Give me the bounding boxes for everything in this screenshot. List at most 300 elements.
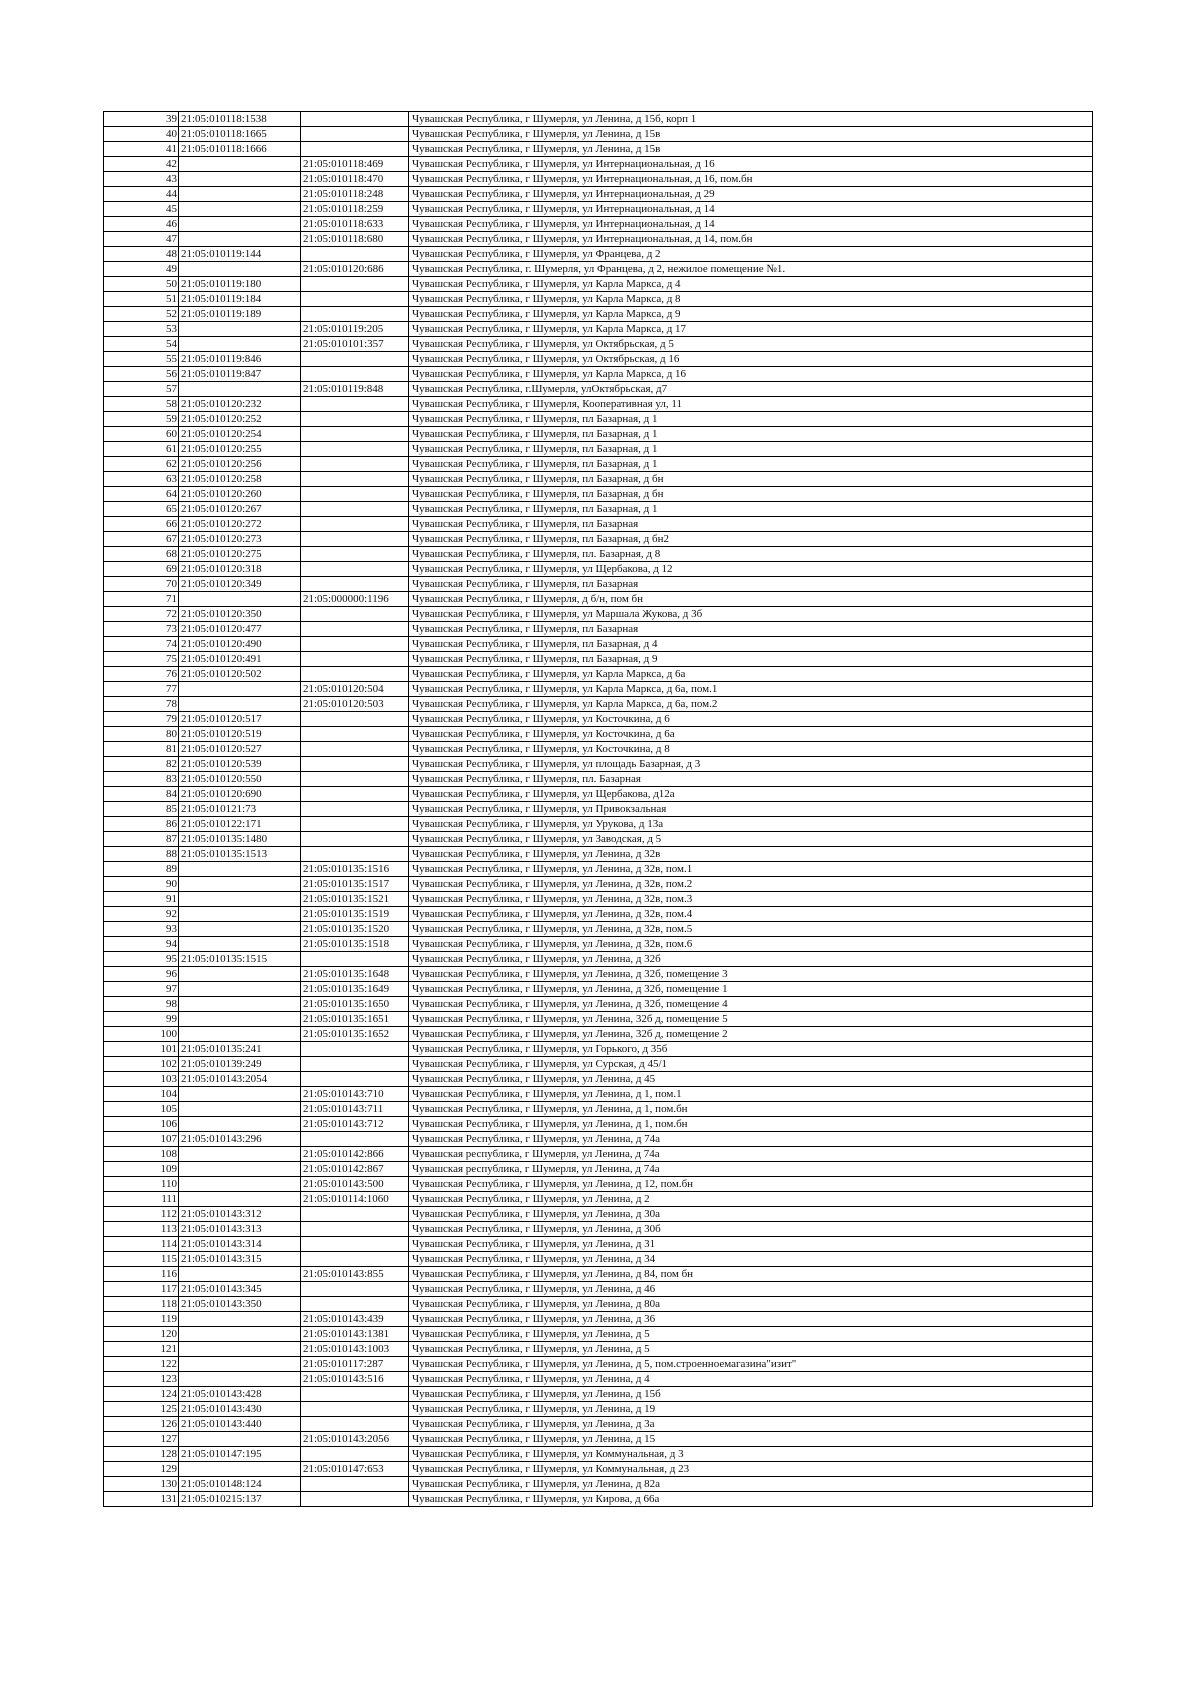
table-row <box>104 307 1093 322</box>
address-cell: Чувашская Республика, г Шумерля, ул Ленина, д 32в, пом.1 <box>409 862 1093 877</box>
address-cell: Чувашская Республика, г Шумерля, ул Ленина, д 5 <box>409 1342 1093 1357</box>
table-row <box>104 1342 1093 1357</box>
premises-cadastral-number-cell <box>301 1447 409 1462</box>
row-number-cell: 45 <box>104 202 179 217</box>
row-number-cell: 53 <box>104 322 179 337</box>
row-number-cell: 105 <box>104 1102 179 1117</box>
row-number-cell: 114 <box>104 1237 179 1252</box>
row-number-cell: 125 <box>104 1402 179 1417</box>
row-number-cell: 43 <box>104 172 179 187</box>
row-number-cell: 127 <box>104 1432 179 1447</box>
row-number-cell: 63 <box>104 472 179 487</box>
building-cadastral-number-cell: 21:05:010143:2054 <box>179 1072 301 1087</box>
row-number-cell: 75 <box>104 652 179 667</box>
address-cell: Чувашская Республика, г Шумерля, ул Ленина, д 74а <box>409 1132 1093 1147</box>
row-number-cell: 78 <box>104 697 179 712</box>
row-number-cell: 71 <box>104 592 179 607</box>
row-number-cell: 49 <box>104 262 179 277</box>
table-row <box>104 472 1093 487</box>
table-row <box>104 1207 1093 1222</box>
row-number-cell: 129 <box>104 1462 179 1477</box>
address-cell: Чувашская Республика, г Шумерля, ул Коммунальная, д 3 <box>409 1447 1093 1462</box>
building-cadastral-number-cell: 21:05:010120:258 <box>179 472 301 487</box>
address-cell: Чувашская Республика, г Шумерля, ул Ленина, д 32б <box>409 952 1093 967</box>
row-number-cell: 44 <box>104 187 179 202</box>
address-cell: Чувашская Республика, г Шумерля, ул Ленина, д 32б, помещение 1 <box>409 982 1093 997</box>
table-row <box>104 187 1093 202</box>
row-number-cell: 130 <box>104 1477 179 1492</box>
address-cell: Чувашская Республика, г Шумерля, ул Интернациональная, д 29 <box>409 187 1093 202</box>
row-number-cell: 128 <box>104 1447 179 1462</box>
table-row <box>104 217 1093 232</box>
premises-cadastral-number-cell <box>301 802 409 817</box>
premises-cadastral-number-cell <box>301 577 409 592</box>
table-row <box>104 1222 1093 1237</box>
table-row <box>104 967 1093 982</box>
row-number-cell: 76 <box>104 667 179 682</box>
premises-cadastral-number-cell <box>301 1492 409 1507</box>
table-row <box>104 502 1093 517</box>
premises-cadastral-number-cell <box>301 817 409 832</box>
building-cadastral-number-cell <box>179 187 301 202</box>
table-row <box>104 577 1093 592</box>
premises-cadastral-number-cell <box>301 1402 409 1417</box>
premises-cadastral-number-cell: 21:05:010143:1003 <box>301 1342 409 1357</box>
table-row <box>104 172 1093 187</box>
table-row <box>104 1417 1093 1432</box>
row-number-cell: 92 <box>104 907 179 922</box>
address-cell: Чувашская Республика, г Шумерля, ул Ленина, д 32б, помещение 3 <box>409 967 1093 982</box>
address-cell: Чувашская Республика, г Шумерля, ул Ленина, д 30б <box>409 1222 1093 1237</box>
building-cadastral-number-cell <box>179 907 301 922</box>
row-number-cell: 86 <box>104 817 179 832</box>
table-row <box>104 742 1093 757</box>
building-cadastral-number-cell: 21:05:010120:260 <box>179 487 301 502</box>
table-row <box>104 907 1093 922</box>
table-row <box>104 892 1093 907</box>
building-cadastral-number-cell: 21:05:010139:249 <box>179 1057 301 1072</box>
row-number-cell: 56 <box>104 367 179 382</box>
address-cell: Чувашская Республика, г Шумерля, ул Щербакова, д 12 <box>409 562 1093 577</box>
premises-cadastral-number-cell: 21:05:010120:504 <box>301 682 409 697</box>
address-cell: Чувашская Республика, г Шумерля, ул Карла Маркса, д 4 <box>409 277 1093 292</box>
table-row <box>104 547 1093 562</box>
building-cadastral-number-cell <box>179 877 301 892</box>
building-cadastral-number-cell <box>179 1357 301 1372</box>
table-row <box>104 592 1093 607</box>
premises-cadastral-number-cell <box>301 622 409 637</box>
building-cadastral-number-cell: 21:05:010120:272 <box>179 517 301 532</box>
address-cell: Чувашская Республика, г Шумерля, пл Базарная, д бн <box>409 472 1093 487</box>
premises-cadastral-number-cell: 21:05:010119:848 <box>301 382 409 397</box>
premises-cadastral-number-cell: 21:05:010143:855 <box>301 1267 409 1282</box>
premises-cadastral-number-cell <box>301 532 409 547</box>
address-cell: Чувашская Республика, г Шумерля, ул Ленина, д 5, пом.строенноемагазина"изит" <box>409 1357 1093 1372</box>
row-number-cell: 72 <box>104 607 179 622</box>
premises-cadastral-number-cell <box>301 112 409 127</box>
row-number-cell: 62 <box>104 457 179 472</box>
table-row <box>104 397 1093 412</box>
premises-cadastral-number-cell: 21:05:010135:1651 <box>301 1012 409 1027</box>
premises-cadastral-number-cell <box>301 1387 409 1402</box>
building-cadastral-number-cell: 21:05:010143:350 <box>179 1297 301 1312</box>
building-cadastral-number-cell: 21:05:010118:1665 <box>179 127 301 142</box>
premises-cadastral-number-cell: 21:05:000000:1196 <box>301 592 409 607</box>
address-cell: Чувашская Республика, г Шумерля, ул Ленина, д 34 <box>409 1252 1093 1267</box>
table-row <box>104 367 1093 382</box>
address-cell: Чувашская Республика, г.Шумерля, улОктябрьская, д7 <box>409 382 1093 397</box>
building-cadastral-number-cell: 21:05:010120:273 <box>179 532 301 547</box>
row-number-cell: 85 <box>104 802 179 817</box>
table-row <box>104 292 1093 307</box>
premises-cadastral-number-cell: 21:05:010119:205 <box>301 322 409 337</box>
row-number-cell: 66 <box>104 517 179 532</box>
table-row <box>104 1237 1093 1252</box>
table-row <box>104 112 1093 127</box>
building-cadastral-number-cell: 21:05:010118:1666 <box>179 142 301 157</box>
table-row <box>104 427 1093 442</box>
address-cell: Чувашская Республика, г Шумерля, ул Ленина, д 46 <box>409 1282 1093 1297</box>
premises-cadastral-number-cell: 21:05:010135:1648 <box>301 967 409 982</box>
building-cadastral-number-cell: 21:05:010120:318 <box>179 562 301 577</box>
table-row <box>104 352 1093 367</box>
row-number-cell: 96 <box>104 967 179 982</box>
row-number-cell: 126 <box>104 1417 179 1432</box>
premises-cadastral-number-cell <box>301 1477 409 1492</box>
row-number-cell: 83 <box>104 772 179 787</box>
address-cell: Чувашская Республика, г Шумерля, ул Ленина, д 80а <box>409 1297 1093 1312</box>
row-number-cell: 123 <box>104 1372 179 1387</box>
premises-cadastral-number-cell: 21:05:010143:1381 <box>301 1327 409 1342</box>
premises-cadastral-number-cell: 21:05:010135:1516 <box>301 862 409 877</box>
building-cadastral-number-cell: 21:05:010121:73 <box>179 802 301 817</box>
address-cell: Чувашская Республика, г Шумерля, ул Ленина, д 5 <box>409 1327 1093 1342</box>
address-cell: Чувашская Республика, г Шумерля, ул Ленина, д 2 <box>409 1192 1093 1207</box>
table-row <box>104 1462 1093 1477</box>
building-cadastral-number-cell: 21:05:010120:232 <box>179 397 301 412</box>
address-cell: Чувашская Республика, г Шумерля, пл Базарная, д 4 <box>409 637 1093 652</box>
building-cadastral-number-cell: 21:05:010135:1515 <box>179 952 301 967</box>
premises-cadastral-number-cell: 21:05:010135:1649 <box>301 982 409 997</box>
row-number-cell: 91 <box>104 892 179 907</box>
premises-cadastral-number-cell <box>301 607 409 622</box>
building-cadastral-number-cell: 21:05:010119:189 <box>179 307 301 322</box>
row-number-cell: 122 <box>104 1357 179 1372</box>
premises-cadastral-number-cell <box>301 1297 409 1312</box>
table-row <box>104 952 1093 967</box>
table-row <box>104 1402 1093 1417</box>
building-cadastral-number-cell: 21:05:010148:124 <box>179 1477 301 1492</box>
table-row <box>104 232 1093 247</box>
row-number-cell: 55 <box>104 352 179 367</box>
address-cell: Чувашская Республика, г Шумерля, ул Карла Маркса, д 6а, пом.1 <box>409 682 1093 697</box>
table-row <box>104 1447 1093 1462</box>
building-cadastral-number-cell: 21:05:010119:847 <box>179 367 301 382</box>
row-number-cell: 87 <box>104 832 179 847</box>
building-cadastral-number-cell: 21:05:010120:255 <box>179 442 301 457</box>
building-cadastral-number-cell: 21:05:010120:502 <box>179 667 301 682</box>
address-cell: Чувашская Республика, г Шумерля, пл Базарная, д 1 <box>409 412 1093 427</box>
building-cadastral-number-cell: 21:05:010215:137 <box>179 1492 301 1507</box>
address-cell: Чувашская Республика, г Шумерля, ул Горького, д 35б <box>409 1042 1093 1057</box>
building-cadastral-number-cell: 21:05:010119:184 <box>179 292 301 307</box>
building-cadastral-number-cell <box>179 1267 301 1282</box>
row-number-cell: 104 <box>104 1087 179 1102</box>
premises-cadastral-number-cell: 21:05:010143:710 <box>301 1087 409 1102</box>
address-cell: Чувашская Республика, г Шумерля, пл Базарная, д 1 <box>409 457 1093 472</box>
premises-cadastral-number-cell: 21:05:010118:259 <box>301 202 409 217</box>
table-row <box>104 682 1093 697</box>
premises-cadastral-number-cell <box>301 652 409 667</box>
address-cell: Чувашская Республика, г Шумерля, ул площадь Базарная, д 3 <box>409 757 1093 772</box>
premises-cadastral-number-cell <box>301 1132 409 1147</box>
building-cadastral-number-cell: 21:05:010143:428 <box>179 1387 301 1402</box>
row-number-cell: 73 <box>104 622 179 637</box>
building-cadastral-number-cell <box>179 1432 301 1447</box>
row-number-cell: 77 <box>104 682 179 697</box>
row-number-cell: 93 <box>104 922 179 937</box>
address-cell: Чувашская Республика, г Шумерля, ул Привокзальная <box>409 802 1093 817</box>
row-number-cell: 69 <box>104 562 179 577</box>
table-row <box>104 1492 1093 1507</box>
row-number-cell: 121 <box>104 1342 179 1357</box>
premises-cadastral-number-cell <box>301 742 409 757</box>
row-number-cell: 100 <box>104 1027 179 1042</box>
premises-cadastral-number-cell <box>301 427 409 442</box>
address-cell: Чувашская Республика, г Шумерля, ул Ленина, д 36 <box>409 1312 1093 1327</box>
premises-cadastral-number-cell: 21:05:010143:711 <box>301 1102 409 1117</box>
address-cell: Чувашская Республика, г Шумерля, ул Ленина, д 15 <box>409 1432 1093 1447</box>
address-cell: Чувашская Республика, г Шумерля, пл Базарная <box>409 577 1093 592</box>
premises-cadastral-number-cell <box>301 1252 409 1267</box>
table-row <box>104 412 1093 427</box>
premises-cadastral-number-cell <box>301 757 409 772</box>
premises-cadastral-number-cell: 21:05:010143:712 <box>301 1117 409 1132</box>
row-number-cell: 99 <box>104 1012 179 1027</box>
address-cell: Чувашская Республика, г Шумерля, ул Ленина, д 1, пом.бн <box>409 1117 1093 1132</box>
table-row <box>104 337 1093 352</box>
address-cell: Чувашская Республика, г Шумерля, ул Ленина, д 82а <box>409 1477 1093 1492</box>
row-number-cell: 106 <box>104 1117 179 1132</box>
address-cell: Чувашская Республика, г Шумерля, ул Ленина, д 19 <box>409 1402 1093 1417</box>
building-cadastral-number-cell: 21:05:010120:491 <box>179 652 301 667</box>
premises-cadastral-number-cell <box>301 712 409 727</box>
premises-cadastral-number-cell <box>301 142 409 157</box>
building-cadastral-number-cell <box>179 157 301 172</box>
premises-cadastral-number-cell: 21:05:010142:866 <box>301 1147 409 1162</box>
building-cadastral-number-cell: 21:05:010120:349 <box>179 577 301 592</box>
building-cadastral-number-cell <box>179 262 301 277</box>
building-cadastral-number-cell <box>179 1462 301 1477</box>
table-row <box>104 457 1093 472</box>
address-cell: Чувашская Республика, г Шумерля, пл Базарная, д бн2 <box>409 532 1093 547</box>
premises-cadastral-number-cell: 21:05:010135:1650 <box>301 997 409 1012</box>
premises-cadastral-number-cell <box>301 562 409 577</box>
table-row <box>104 652 1093 667</box>
premises-cadastral-number-cell: 21:05:010118:680 <box>301 232 409 247</box>
table-row <box>104 202 1093 217</box>
building-cadastral-number-cell <box>179 892 301 907</box>
table-row <box>104 277 1093 292</box>
building-cadastral-number-cell <box>179 1117 301 1132</box>
row-number-cell: 95 <box>104 952 179 967</box>
address-cell: Чувашская Республика, г Шумерля, пл. Базарная <box>409 772 1093 787</box>
address-cell: Чувашская Республика, г Шумерля, ул Францева, д 2 <box>409 247 1093 262</box>
address-cell: Чувашская Республика, г Шумерля, ул Карла Маркса, д 9 <box>409 307 1093 322</box>
address-cell: Чувашская Республика, г Шумерля, ул Интернациональная, д 14 <box>409 217 1093 232</box>
row-number-cell: 47 <box>104 232 179 247</box>
row-number-cell: 101 <box>104 1042 179 1057</box>
address-cell: Чувашская Республика, г Шумерля, ул Интернациональная, д 14, пом.бн <box>409 232 1093 247</box>
address-cell: Чувашская Республика, г Шумерля, ул Ленина, д 4 <box>409 1372 1093 1387</box>
row-number-cell: 65 <box>104 502 179 517</box>
row-number-cell: 80 <box>104 727 179 742</box>
table-row <box>104 622 1093 637</box>
building-cadastral-number-cell <box>179 697 301 712</box>
table-row <box>104 997 1093 1012</box>
building-cadastral-number-cell: 21:05:010120:490 <box>179 637 301 652</box>
address-cell: Чувашская Республика, г Шумерля, ул Ленина, д 32в <box>409 847 1093 862</box>
building-cadastral-number-cell: 21:05:010143:313 <box>179 1222 301 1237</box>
table-row <box>104 832 1093 847</box>
address-cell: Чувашская Республика, г Шумерля, Кооперативная ул, 11 <box>409 397 1093 412</box>
table-row <box>104 922 1093 937</box>
table-row <box>104 1027 1093 1042</box>
building-cadastral-number-cell <box>179 862 301 877</box>
premises-cadastral-number-cell: 21:05:010135:1517 <box>301 877 409 892</box>
premises-cadastral-number-cell <box>301 517 409 532</box>
building-cadastral-number-cell: 21:05:010143:296 <box>179 1132 301 1147</box>
building-cadastral-number-cell: 21:05:010120:275 <box>179 547 301 562</box>
row-number-cell: 82 <box>104 757 179 772</box>
premises-cadastral-number-cell <box>301 502 409 517</box>
address-cell: Чувашская Республика, г Шумерля, ул Ленина, д 32в, пом.6 <box>409 937 1093 952</box>
building-cadastral-number-cell: 21:05:010120:254 <box>179 427 301 442</box>
building-cadastral-number-cell: 21:05:010119:180 <box>179 277 301 292</box>
row-number-cell: 110 <box>104 1177 179 1192</box>
address-cell: Чувашская Республика, г Шумерля, ул Карла Маркса, д 16 <box>409 367 1093 382</box>
premises-cadastral-number-cell <box>301 1222 409 1237</box>
table-row <box>104 937 1093 952</box>
premises-cadastral-number-cell: 21:05:010118:470 <box>301 172 409 187</box>
row-number-cell: 103 <box>104 1072 179 1087</box>
building-cadastral-number-cell: 21:05:010143:430 <box>179 1402 301 1417</box>
premises-cadastral-number-cell <box>301 472 409 487</box>
table-row <box>104 712 1093 727</box>
table-row <box>104 1252 1093 1267</box>
row-number-cell: 119 <box>104 1312 179 1327</box>
premises-cadastral-number-cell <box>301 847 409 862</box>
premises-cadastral-number-cell: 21:05:010142:867 <box>301 1162 409 1177</box>
premises-cadastral-number-cell <box>301 772 409 787</box>
address-cell: Чувашская Республика, г Шумерля, ул Ленина, 32б д, помещение 5 <box>409 1012 1093 1027</box>
registry-table-body <box>104 112 1093 1507</box>
row-number-cell: 68 <box>104 547 179 562</box>
building-cadastral-number-cell <box>179 217 301 232</box>
address-cell: Чувашская Республика, г Шумерля, ул Ленина, д 45 <box>409 1072 1093 1087</box>
row-number-cell: 41 <box>104 142 179 157</box>
premises-cadastral-number-cell <box>301 457 409 472</box>
premises-cadastral-number-cell: 21:05:010101:357 <box>301 337 409 352</box>
building-cadastral-number-cell: 21:05:010135:241 <box>179 1042 301 1057</box>
premises-cadastral-number-cell <box>301 127 409 142</box>
address-cell: Чувашская Республика, г Шумерля, ул Ленина, д 3а <box>409 1417 1093 1432</box>
row-number-cell: 131 <box>104 1492 179 1507</box>
building-cadastral-number-cell: 21:05:010122:171 <box>179 817 301 832</box>
table-row <box>104 982 1093 997</box>
table-row <box>104 532 1093 547</box>
table-row <box>104 817 1093 832</box>
row-number-cell: 94 <box>104 937 179 952</box>
building-cadastral-number-cell <box>179 1312 301 1327</box>
row-number-cell: 107 <box>104 1132 179 1147</box>
row-number-cell: 120 <box>104 1327 179 1342</box>
address-cell: Чувашская Республика, г Шумерля, пл Базарная, д 9 <box>409 652 1093 667</box>
row-number-cell: 51 <box>104 292 179 307</box>
premises-cadastral-number-cell <box>301 397 409 412</box>
table-row <box>104 1282 1093 1297</box>
building-cadastral-number-cell <box>179 1102 301 1117</box>
table-row <box>104 697 1093 712</box>
building-cadastral-number-cell <box>179 967 301 982</box>
property-registry-table <box>103 111 1093 1507</box>
row-number-cell: 98 <box>104 997 179 1012</box>
address-cell: Чувашская Республика, г. Шумерля, ул Францева, д 2, нежилое помещение №1. <box>409 262 1093 277</box>
premises-cadastral-number-cell: 21:05:010143:500 <box>301 1177 409 1192</box>
premises-cadastral-number-cell <box>301 352 409 367</box>
building-cadastral-number-cell: 21:05:010147:195 <box>179 1447 301 1462</box>
building-cadastral-number-cell <box>179 922 301 937</box>
table-row <box>104 157 1093 172</box>
table-row <box>104 1132 1093 1147</box>
premises-cadastral-number-cell <box>301 1282 409 1297</box>
address-cell: Чувашская Республика, г Шумерля, ул Октябрьская, д 16 <box>409 352 1093 367</box>
building-cadastral-number-cell: 21:05:010120:527 <box>179 742 301 757</box>
row-number-cell: 60 <box>104 427 179 442</box>
row-number-cell: 40 <box>104 127 179 142</box>
building-cadastral-number-cell <box>179 1342 301 1357</box>
row-number-cell: 115 <box>104 1252 179 1267</box>
address-cell: Чувашская Республика, г Шумерля, пл Базарная <box>409 517 1093 532</box>
premises-cadastral-number-cell: 21:05:010118:633 <box>301 217 409 232</box>
premises-cadastral-number-cell <box>301 1417 409 1432</box>
building-cadastral-number-cell: 21:05:010143:345 <box>179 1282 301 1297</box>
table-row <box>104 802 1093 817</box>
premises-cadastral-number-cell: 21:05:010135:1520 <box>301 922 409 937</box>
table-row <box>104 1072 1093 1087</box>
table-row <box>104 1177 1093 1192</box>
table-row <box>104 142 1093 157</box>
premises-cadastral-number-cell <box>301 487 409 502</box>
premises-cadastral-number-cell <box>301 787 409 802</box>
row-number-cell: 59 <box>104 412 179 427</box>
table-row <box>104 1192 1093 1207</box>
row-number-cell: 50 <box>104 277 179 292</box>
building-cadastral-number-cell: 21:05:010143:312 <box>179 1207 301 1222</box>
address-cell: Чувашская Республика, г Шумерля, пл Базарная, д бн <box>409 487 1093 502</box>
premises-cadastral-number-cell: 21:05:010114:1060 <box>301 1192 409 1207</box>
premises-cadastral-number-cell <box>301 307 409 322</box>
premises-cadastral-number-cell: 21:05:010135:1518 <box>301 937 409 952</box>
address-cell: Чувашская Республика, г Шумерля, ул Ленина, д 84, пом бн <box>409 1267 1093 1282</box>
table-row <box>104 517 1093 532</box>
building-cadastral-number-cell <box>179 1012 301 1027</box>
table-row <box>104 1387 1093 1402</box>
table-row <box>104 382 1093 397</box>
address-cell: Чувашская Республика, г Шумерля, ул Карла Маркса, д 6а <box>409 667 1093 682</box>
building-cadastral-number-cell: 21:05:010119:846 <box>179 352 301 367</box>
premises-cadastral-number-cell: 21:05:010118:469 <box>301 157 409 172</box>
